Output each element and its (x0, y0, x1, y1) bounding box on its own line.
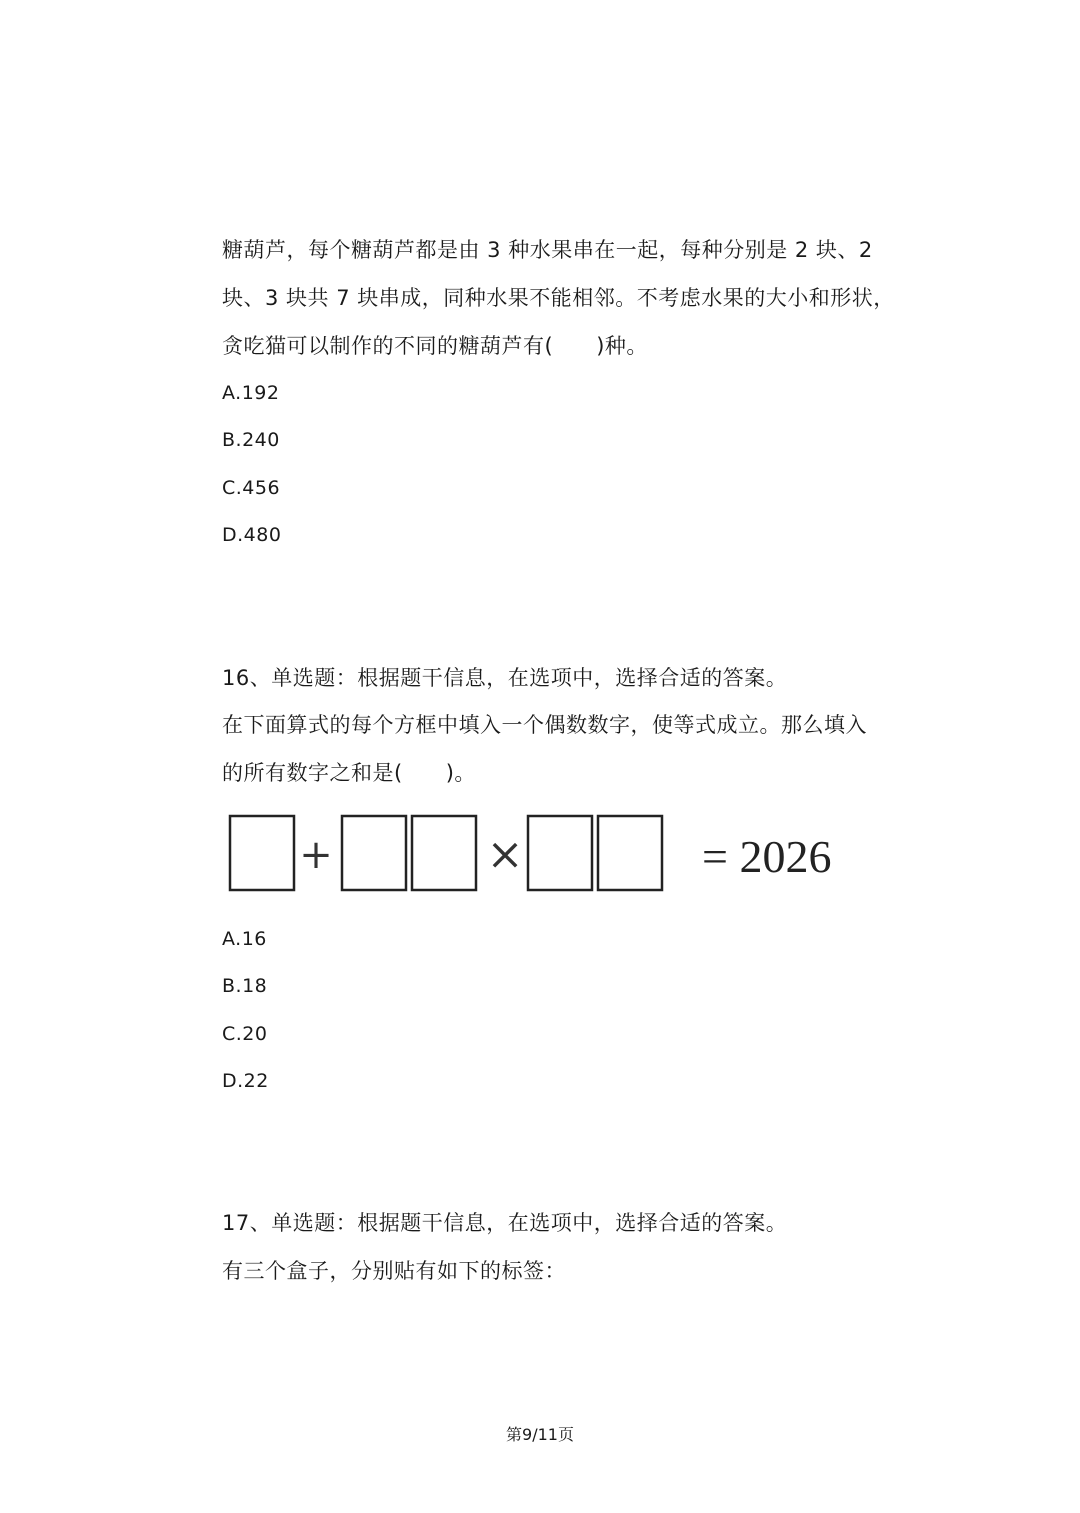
q15-option-d[interactable]: D.480 (222, 524, 282, 546)
q15-option-a[interactable]: A.192 (222, 382, 280, 404)
q17-header: 17、单选题：根据题干信息，在选项中，选择合适的答案。 (222, 1211, 788, 1235)
digit-box-1 (230, 816, 294, 890)
q16-stem-line-2: 的所有数字之和是( )。 (222, 761, 476, 785)
q15-option-b[interactable]: B.240 (222, 429, 280, 451)
q16-option-b[interactable]: B.18 (222, 975, 268, 997)
page-number: 第9/11页 (506, 1425, 574, 1444)
q15-stem-line-2: 块、3 块共 7 块串成，同种水果不能相邻。不考虑水果的大小和形状， (222, 286, 895, 310)
q15-stem-line-1: 糖葫芦，每个糖葫芦都是由 3 种水果串在一起，每种分别是 2 块、2 (222, 238, 873, 262)
q16-option-d[interactable]: D.22 (222, 1070, 269, 1092)
digit-box-4 (528, 816, 592, 890)
q15-stem-line-3: 贪吃猫可以制作的不同的糖葫芦有( )种。 (222, 334, 648, 358)
q16-option-c[interactable]: C.20 (222, 1023, 268, 1045)
q16-header: 16、单选题：根据题干信息，在选项中，选择合适的答案。 (222, 666, 788, 690)
plus-sign: + (299, 832, 333, 878)
digit-box-2 (342, 816, 406, 890)
times-sign: × (486, 829, 524, 880)
q16-stem-line-1: 在下面算式的每个方框中填入一个偶数数字，使等式成立。那么填入 (222, 713, 867, 737)
equation-result: = 2026 (702, 831, 832, 882)
q17-stem-line-1: 有三个盒子，分别贴有如下的标签： (222, 1259, 566, 1283)
equation-figure (222, 806, 862, 906)
digit-box-5 (598, 816, 662, 890)
q15-option-c[interactable]: C.456 (222, 477, 281, 499)
digit-box-3 (412, 816, 476, 890)
q16-option-a[interactable]: A.16 (222, 928, 267, 950)
